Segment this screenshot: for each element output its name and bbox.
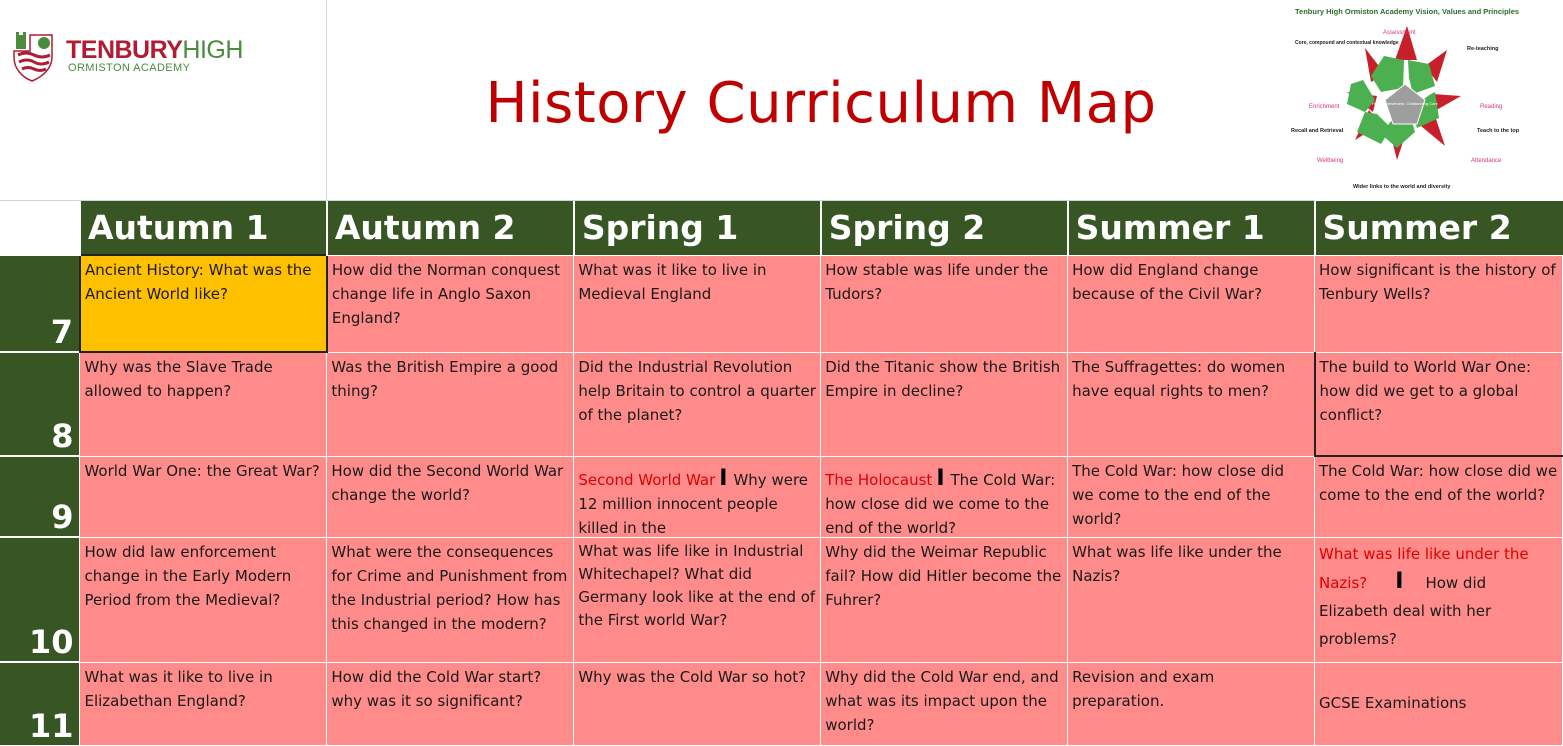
year-row-11	[0, 662, 1563, 745]
topic-cell	[1315, 537, 1563, 662]
topic-cell: What were the consequences for Crime and Punishment from the Industrial period? How has this changed in the modern?	[327, 537, 574, 662]
topic-cell: Why did the Weimar Republic fail? How did Hitler become the Fuhrer?	[821, 537, 1068, 662]
topic-cell: Did the Industrial Revolution help Britain to control a quarter of the planet?	[574, 352, 821, 456]
year-row-7	[0, 255, 1563, 352]
topic-text: Why were 12 million innocent people killed in the	[578, 470, 809, 535]
year-label-7: 7	[0, 255, 80, 352]
topic-cell: The Suffragettes: do women have equal rights to men?	[1068, 352, 1315, 456]
vision-label-attendance: Attendance	[1471, 158, 1502, 164]
terms-header-row	[0, 201, 1563, 255]
topic-cell: How did the Cold War start? why was it so significant?	[327, 662, 574, 745]
vision-label-wider-links: Wider links to the world and diversity	[1353, 184, 1451, 190]
school-crest-icon	[12, 31, 56, 83]
page-title: History Curriculum Map	[485, 70, 1157, 136]
school-subtitle: ORMISTON ACADEMY	[68, 62, 191, 74]
vision-values-diagram	[1285, 0, 1563, 201]
vision-label-assessment: Assessment	[1383, 30, 1416, 36]
highlighted-topic: What was life like under the Nazis?	[1319, 544, 1529, 592]
topic-text: The Cold War: how close did we come to the end of the world?	[825, 470, 1056, 535]
vision-label-wellbeing: Wellbeing	[1317, 158, 1344, 164]
year-label-9: 9	[0, 456, 80, 537]
separator-bar: I	[936, 465, 945, 491]
topic-cell: What was it like to live in Elizabethan England?	[80, 662, 327, 745]
topic-cell: How did the Norman conquest change life in Anglo Saxon England?	[327, 255, 574, 352]
vision-label-recall: Recall and Retrieval	[1291, 128, 1344, 134]
highlighted-topic: The Holocaust	[825, 470, 933, 489]
topic-cell: World War One: the Great War?	[80, 456, 327, 537]
topic-cell: How significant is the history of Tenbury Wells?	[1315, 255, 1563, 352]
term-header-summer-1: Summer 1	[1068, 201, 1315, 255]
topic-cell	[821, 456, 1068, 537]
vision-label-enrichment: Enrichment	[1309, 104, 1340, 110]
highlighted-topic: Second World War	[578, 470, 716, 489]
year-row-8	[0, 352, 1563, 456]
separator-bar: I	[1395, 568, 1404, 594]
grid-corner	[0, 201, 80, 255]
topic-cell: Was the British Empire a good thing?	[327, 352, 574, 456]
topic-cell	[574, 456, 821, 537]
topic-text: How did Elizabeth deal with her problems?	[1319, 573, 1492, 648]
topic-cell: What was life like under the Nazis?	[1068, 537, 1315, 662]
topic-cell: How did England change because of the Civil War?	[1068, 255, 1315, 352]
topic-cell: How did the Second World War change the world?	[327, 456, 574, 537]
school-name-bold: TENBURY	[66, 36, 183, 64]
year-label-10: 10	[0, 537, 80, 662]
vision-label-reading: Reading	[1480, 104, 1503, 110]
vision-title: Tenbury High Ormiston Academy Vision, Values and Principles	[1295, 7, 1520, 16]
separator-bar: I	[719, 465, 728, 491]
topic-cell: Did the Titanic show the British Empire in decline?	[821, 352, 1068, 456]
topic-cell: GCSE Examinations	[1315, 662, 1563, 745]
topic-cell: Ancient History: What was the Ancient World like?	[80, 255, 327, 352]
vision-star-icon	[1347, 26, 1461, 160]
term-header-autumn-1: Autumn 1	[80, 201, 327, 255]
vision-label-core-knowledge: Core, compound and contextual knowledge	[1295, 40, 1399, 46]
term-header-spring-1: Spring 1	[574, 201, 821, 255]
curriculum-grid	[0, 201, 1563, 746]
year-label-8: 8	[0, 352, 80, 456]
vision-label-reteaching: Re-teaching	[1467, 46, 1499, 52]
topic-cell: What was it like to live in Medieval England	[574, 255, 821, 352]
vision-center-label: High Achievement, Outstanding Care	[1372, 101, 1438, 106]
topic-cell: Why did the Cold War end, and what was its impact upon the world?	[821, 662, 1068, 745]
school-logo-area	[0, 0, 327, 201]
topic-cell: How did law enforcement change in the Early Modern Period from the Medieval?	[80, 537, 327, 662]
topic-cell: The Cold War: how close did we come to the end of the world?	[1315, 456, 1563, 537]
topic-cell: What was life like in Industrial Whitechapel? What did Germany look like at the end of the First world War?	[574, 537, 821, 662]
vision-label-teach-top: Teach to the top	[1477, 128, 1520, 134]
topic-cell: The build to World War One: how did we get to a global conflict?	[1315, 352, 1563, 456]
topic-cell: The Cold War: how close did we come to the end of the world?	[1068, 456, 1315, 537]
topic-cell: Why was the Slave Trade allowed to happen?	[80, 352, 327, 456]
term-header-spring-2: Spring 2	[821, 201, 1068, 255]
title-area	[327, 0, 1315, 201]
term-header-autumn-2: Autumn 2	[327, 201, 574, 255]
year-label-11: 11	[0, 662, 80, 745]
year-row-10	[0, 537, 1563, 662]
topic-cell: How stable was life under the Tudors?	[821, 255, 1068, 352]
topic-cell: Revision and exam preparation.	[1068, 662, 1315, 745]
year-row-9	[0, 456, 1563, 537]
school-name-light: HIGH	[182, 36, 243, 64]
topic-cell: Why was the Cold War so hot?	[574, 662, 821, 745]
term-header-summer-2: Summer 2	[1315, 201, 1563, 255]
